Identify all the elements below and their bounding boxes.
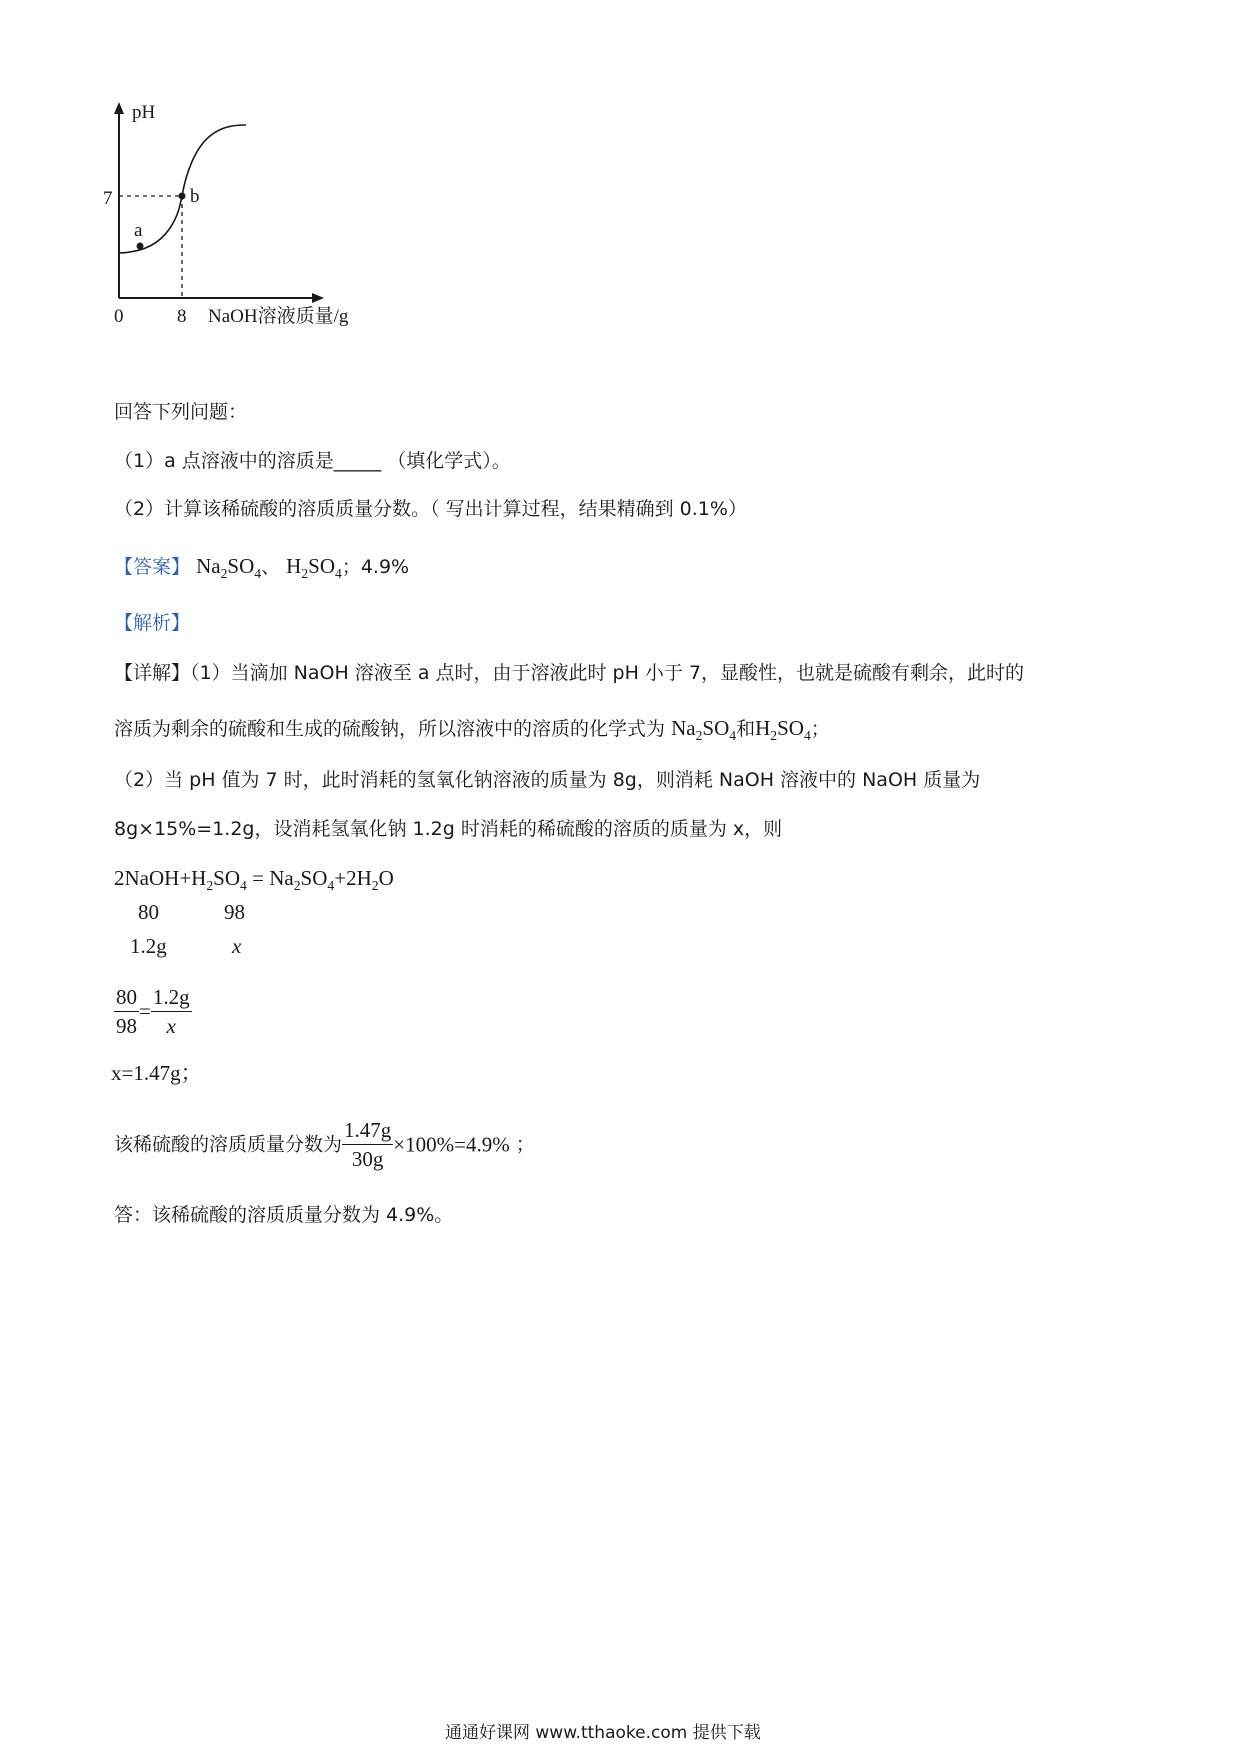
conclusion: 答：该稀硫酸的溶质质量分数为 4.9%。: [114, 1204, 454, 1226]
point-a-marker: [137, 243, 144, 250]
molar-mass-98: 98: [224, 900, 245, 924]
detail-and: 和: [736, 718, 756, 740]
mass-fraction-line: 该稀硫酸的溶质质量分数为 $\frac{1.47g}{30g}$ ×100%=4.9% ；: [114, 1118, 535, 1171]
ph-chart-svg: [100, 98, 420, 380]
mass-x: x: [232, 934, 242, 958]
answer-line: [114, 553, 409, 587]
detail-line-1: [114, 660, 1024, 686]
detail-line-3: （2）当 pH 值为 7 时，此时消耗的氢氧化钠溶液的质量为 8g，则消耗 NaOH 溶液中的 NaOH 质量为: [114, 769, 981, 791]
point-b-label: b: [190, 186, 200, 207]
answer-formula-1: $Na_2SO_4$: [196, 554, 262, 581]
detail-line-4: 8g×15%=1.2g，设消耗氢氧化钠 1.2g 时消耗的稀硫酸的溶质的质量为 x，则: [114, 818, 783, 840]
question-1: （1）a 点溶液中的溶质是_____ （填化学式）。: [114, 450, 511, 472]
formula-na2so4: $Na_2SO_4$: [671, 716, 737, 743]
detail-label: 【详解】: [114, 662, 191, 684]
ph-chart: [100, 98, 420, 380]
analysis-label: 【解析】: [114, 612, 191, 634]
detail-end: ；: [810, 718, 830, 740]
x-axis-arrow: [312, 293, 324, 303]
mass-naoh: 1.2g: [130, 934, 167, 958]
ratio-equation: $\frac{80}{98}$ = $\frac{1.2g}{x}$: [116, 985, 190, 1038]
molar-mass-80: 80: [138, 900, 159, 924]
answer-tail: ；4.9%: [341, 556, 410, 578]
answer-separator: 、: [261, 556, 281, 578]
result-x: x=1.47g；: [111, 1061, 202, 1085]
detail-text-1: （1）当滴加 NaOH 溶液至 a 点时，由于溶液此时 pH 小于 7，显酸性，也就是硫酸有剩余，此时的: [190, 662, 1025, 684]
y-axis-arrow: [114, 102, 124, 114]
x-tick-8: 8: [177, 306, 187, 327]
answer-label: 【答案】: [114, 556, 191, 578]
y-tick-7: 7: [103, 188, 113, 209]
mass-fraction: $\frac{1.47g}{30g}$: [344, 1118, 392, 1171]
footer-text: 通通好课网 www.tthaoke.com 提供下载: [445, 1723, 761, 1743]
detail-text-2: 溶质为剩余的硫酸和生成的硫酸钠，所以溶液中的溶质的化学式为: [114, 718, 666, 740]
detail-line-2: [114, 715, 830, 749]
question-2: （2）计算该稀硫酸的溶质质量分数。（ 写出计算过程，结果精确到 0.1%）: [114, 498, 747, 520]
ratio-left: $\frac{80}{98}$: [116, 985, 137, 1038]
questions-intro: 回答下列问题：: [114, 401, 248, 423]
point-b-marker: [179, 193, 186, 200]
chemical-equation: $2NaOH+H_2SO_4 = Na_2SO_4+2H_2O$: [114, 866, 394, 893]
ratio-right: $\frac{1.2g}{x}$: [152, 985, 190, 1038]
origin-label: 0: [114, 306, 124, 327]
x-axis-label: NaOH溶液质量/g: [208, 306, 349, 327]
point-a-label: a: [134, 220, 143, 241]
y-axis-label: pH: [132, 102, 156, 123]
formula-h2so4: $H_2SO_4$: [755, 716, 811, 743]
answer-formula-2: $H_2SO_4$: [286, 554, 342, 581]
